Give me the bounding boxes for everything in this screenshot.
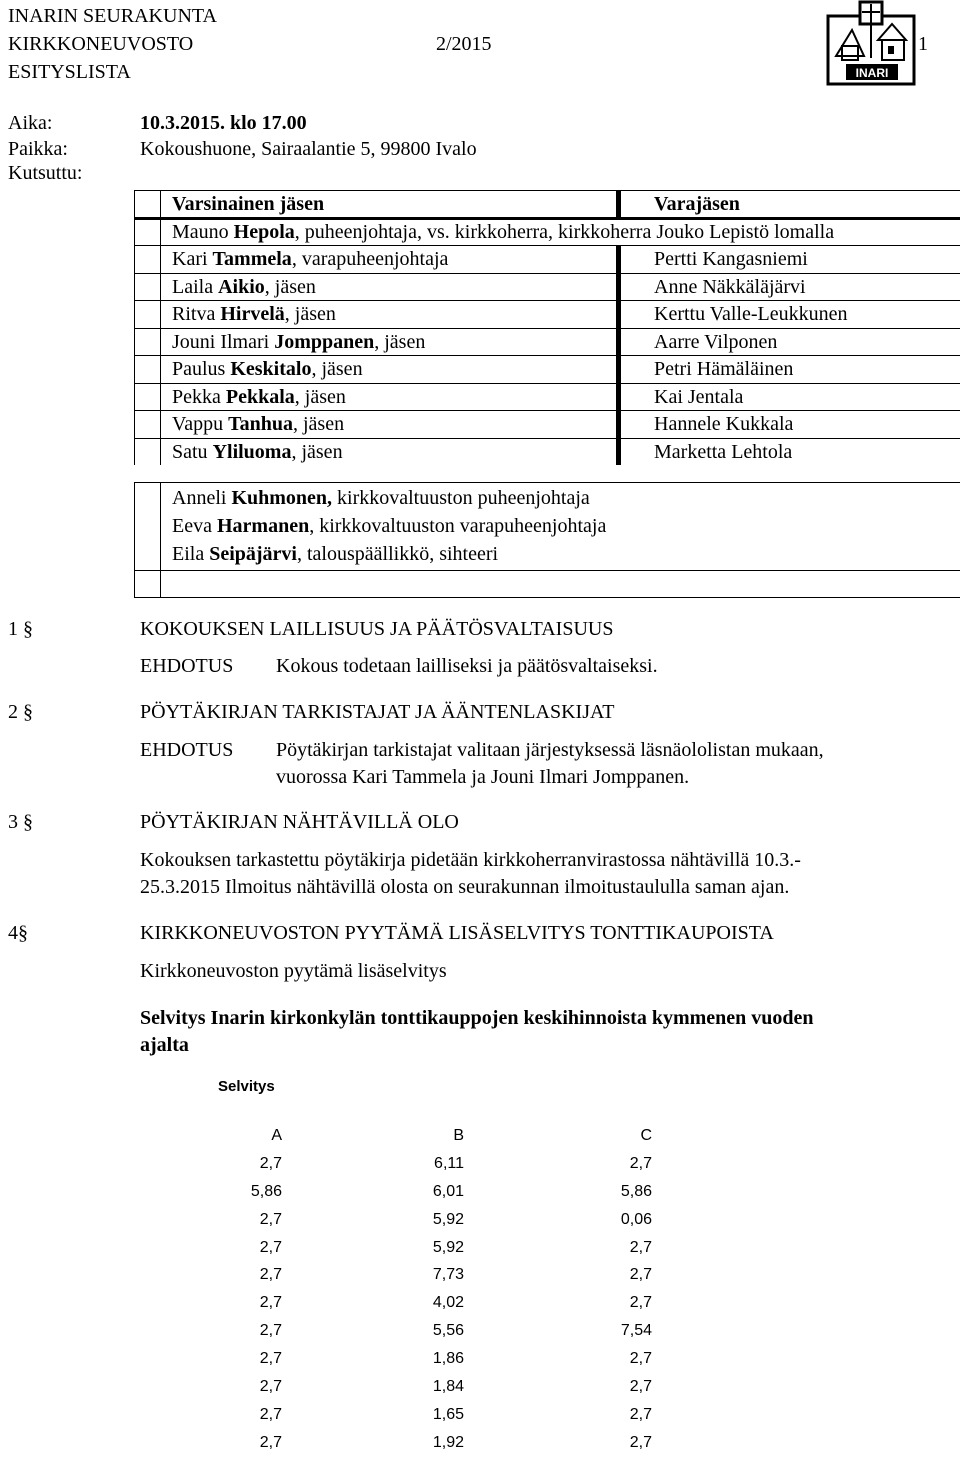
table-row: [230, 1434, 660, 1462]
section-4-text: Kirkkoneuvoston pyytämä lisäselvitys: [140, 960, 447, 982]
members-header-row: [134, 190, 960, 218]
member-row: [134, 273, 960, 301]
table-cell: 5,92: [432, 1210, 464, 1228]
table-cell: 5,86: [250, 1182, 282, 1200]
member-row: [134, 355, 960, 383]
chair-row: [134, 218, 960, 246]
section-3-number: 3 §: [8, 811, 33, 833]
table-row: [230, 1406, 660, 1434]
table-cell: 4,02: [432, 1294, 464, 1312]
members-table: [134, 190, 960, 465]
place-value-text: Kokoushuone, Sairaalantie 5, 99800 Ivalo: [140, 138, 477, 160]
table-cell: 2,7: [629, 1350, 652, 1368]
table-cell: 2,7: [629, 1378, 652, 1396]
table-cell: 1,84: [432, 1378, 464, 1396]
table-cell: A: [271, 1127, 282, 1144]
table-cell: 1,92: [432, 1433, 464, 1451]
document-type: ESITYSLISTA: [8, 61, 131, 83]
selvitys-title: Selvitys: [218, 1078, 275, 1095]
section-1-title: KOKOUKSEN LAILLISUUS JA PÄÄTÖSVALTAISUUS: [140, 618, 614, 640]
member-row: [134, 410, 960, 438]
table-row: [230, 1322, 660, 1350]
table-cell: 2,7: [629, 1154, 652, 1172]
section-4-title: KIRKKONEUVOSTON PYYTÄMÄ LISÄSELVITYS TONTTIKAUPOISTA: [140, 922, 774, 944]
member-deputy: Kerttu Valle-Leukkunen: [654, 303, 848, 325]
table-row: [230, 1155, 660, 1183]
page-number: 1: [918, 33, 928, 55]
table-cell: 2,7: [259, 1238, 282, 1256]
table-cell: 2,7: [259, 1405, 282, 1423]
member-regular: Pekka Pekkala, jäsen: [172, 385, 346, 408]
officials-box: [134, 482, 960, 598]
section-4-subheading-1: Selvitys Inarin kirkonkylän tonttikauppojen keskihinnoista kymmenen vuoden: [140, 1007, 814, 1029]
table-cell: 2,7: [259, 1294, 282, 1312]
header-deputy: Varajäsen: [654, 193, 740, 215]
section-3-title: PÖYTÄKIRJAN NÄHTÄVILLÄ OLO: [140, 811, 459, 833]
organization-name: INARIN SEURAKUNTA: [8, 5, 217, 27]
member-deputy: Kai Jentala: [654, 385, 744, 408]
table-cell: 5,92: [432, 1238, 464, 1256]
table-cell: 2,7: [259, 1154, 282, 1172]
place-label: Paikka:: [8, 138, 68, 160]
member-regular: Paulus Keskitalo, jäsen: [172, 358, 363, 380]
section-3-text-2: 25.3.2015 Ilmoitus nähtävillä olosta on seurakunnan ilmoitustaululla saman ajan.: [140, 876, 790, 898]
section-1-proposal-label: EHDOTUS: [140, 655, 234, 677]
member-regular: Laila Aikio, jäsen: [172, 275, 316, 298]
board-name: KIRKKONEUVOSTO: [8, 33, 194, 55]
selvitys-table: [230, 1127, 660, 1462]
member-row: [134, 328, 960, 356]
member-deputy: Anne Näkkäläjärvi: [654, 275, 806, 298]
section-2-title: PÖYTÄKIRJAN TARKISTAJAT JA ÄÄNTENLASKIJAT: [140, 701, 615, 723]
member-regular: Ritva Hirvelä, jäsen: [172, 303, 336, 325]
logo-text: INARI: [855, 66, 889, 80]
table-cell: 2,7: [259, 1210, 282, 1228]
member-regular: Jouni Ilmari Jomppanen, jäsen: [172, 330, 426, 353]
section-2-proposal-text-1: Pöytäkirjan tarkistajat valitaan järjestyksessä läsnäololistan mukaan,: [276, 739, 824, 761]
member-regular: Kari Tammela, varapuheenjohtaja: [172, 248, 449, 270]
parish-logo: [826, 0, 918, 88]
table-row: [230, 1266, 660, 1294]
table-cell: 2,7: [629, 1294, 652, 1312]
section-4-subheading-2: ajalta: [140, 1034, 189, 1056]
table-cell: 2,7: [259, 1322, 282, 1340]
member-regular: Vappu Tanhua, jäsen: [172, 413, 345, 435]
table-row: [230, 1211, 660, 1239]
member-deputy: Aarre Vilponen: [654, 330, 778, 353]
table-cell: 7,73: [432, 1266, 464, 1284]
member-row: [134, 245, 960, 273]
chair-text: Mauno Hepola, puheenjohtaja, vs. kirkkoherra, kirkkoherra Jouko Lepistö lomalla: [172, 220, 835, 243]
table-cell: 2,7: [629, 1433, 652, 1451]
table-cell: 0,06: [620, 1210, 652, 1228]
official-item: Eila Seipäjärvi, talouspäällikkö, sihteeri: [172, 543, 499, 565]
table-cell: 2,7: [629, 1405, 652, 1423]
member-row: [134, 383, 960, 411]
section-3-text-1: Kokouksen tarkastettu pöytäkirja pidetään kirkkoherranvirastossa nähtävillä 10.3.-: [140, 849, 801, 871]
section-2-proposal-label: EHDOTUS: [140, 739, 234, 761]
table-cell: 1,65: [432, 1405, 464, 1423]
member-deputy: Hannele Kukkala: [654, 413, 794, 435]
table-cell: 2,7: [629, 1238, 652, 1256]
member-deputy: Marketta Lehtola: [654, 440, 793, 463]
table-header-row: [230, 1127, 660, 1155]
table-cell: 2,7: [259, 1266, 282, 1284]
table-cell: 2,7: [259, 1350, 282, 1368]
member-row: [134, 438, 960, 466]
table-cell: 2,7: [629, 1266, 652, 1284]
official-item: Anneli Kuhmonen, kirkkovaltuuston puheenjohtaja: [172, 487, 590, 509]
table-cell: B: [453, 1127, 464, 1144]
member-row: [134, 300, 960, 328]
table-cell: 5,86: [620, 1182, 652, 1200]
table-cell: 5,56: [432, 1322, 464, 1340]
official-item: Eeva Harmanen, kirkkovaltuuston varapuheenjohtaja: [172, 515, 607, 537]
place-value: [140, 138, 477, 161]
section-1-number: 1 §: [8, 618, 33, 640]
section-2-proposal-text-2: vuorossa Kari Tammela ja Jouni Ilmari Jomppanen.: [276, 766, 690, 788]
section-2-number: 2 §: [8, 701, 33, 723]
invited-label: Kutsuttu:: [8, 162, 83, 184]
table-row: [230, 1378, 660, 1406]
table-row: [230, 1183, 660, 1211]
table-row: [230, 1350, 660, 1378]
meeting-number: 2/2015: [436, 33, 492, 55]
table-cell: 1,86: [432, 1350, 464, 1368]
member-deputy: Petri Hämäläinen: [654, 358, 794, 380]
table-row: [230, 1294, 660, 1322]
header-regular: Varsinainen jäsen: [172, 193, 325, 215]
table-cell: C: [640, 1127, 652, 1144]
section-1-proposal-text: Kokous todetaan lailliseksi ja päätösvaltaiseksi.: [276, 655, 658, 677]
table-cell: 6,11: [434, 1154, 464, 1172]
table-cell: 7,54: [620, 1322, 652, 1340]
table-cell: 2,7: [259, 1378, 282, 1396]
time-value: 10.3.2015. klo 17.00: [140, 112, 307, 134]
table-cell: 6,01: [432, 1182, 464, 1200]
table-row: [230, 1239, 660, 1267]
member-regular: Satu Yliluoma, jäsen: [172, 440, 343, 463]
member-deputy: Pertti Kangasniemi: [654, 248, 808, 270]
time-label: Aika:: [8, 112, 53, 134]
table-cell: 2,7: [259, 1433, 282, 1451]
section-4-number: 4§: [8, 922, 28, 944]
